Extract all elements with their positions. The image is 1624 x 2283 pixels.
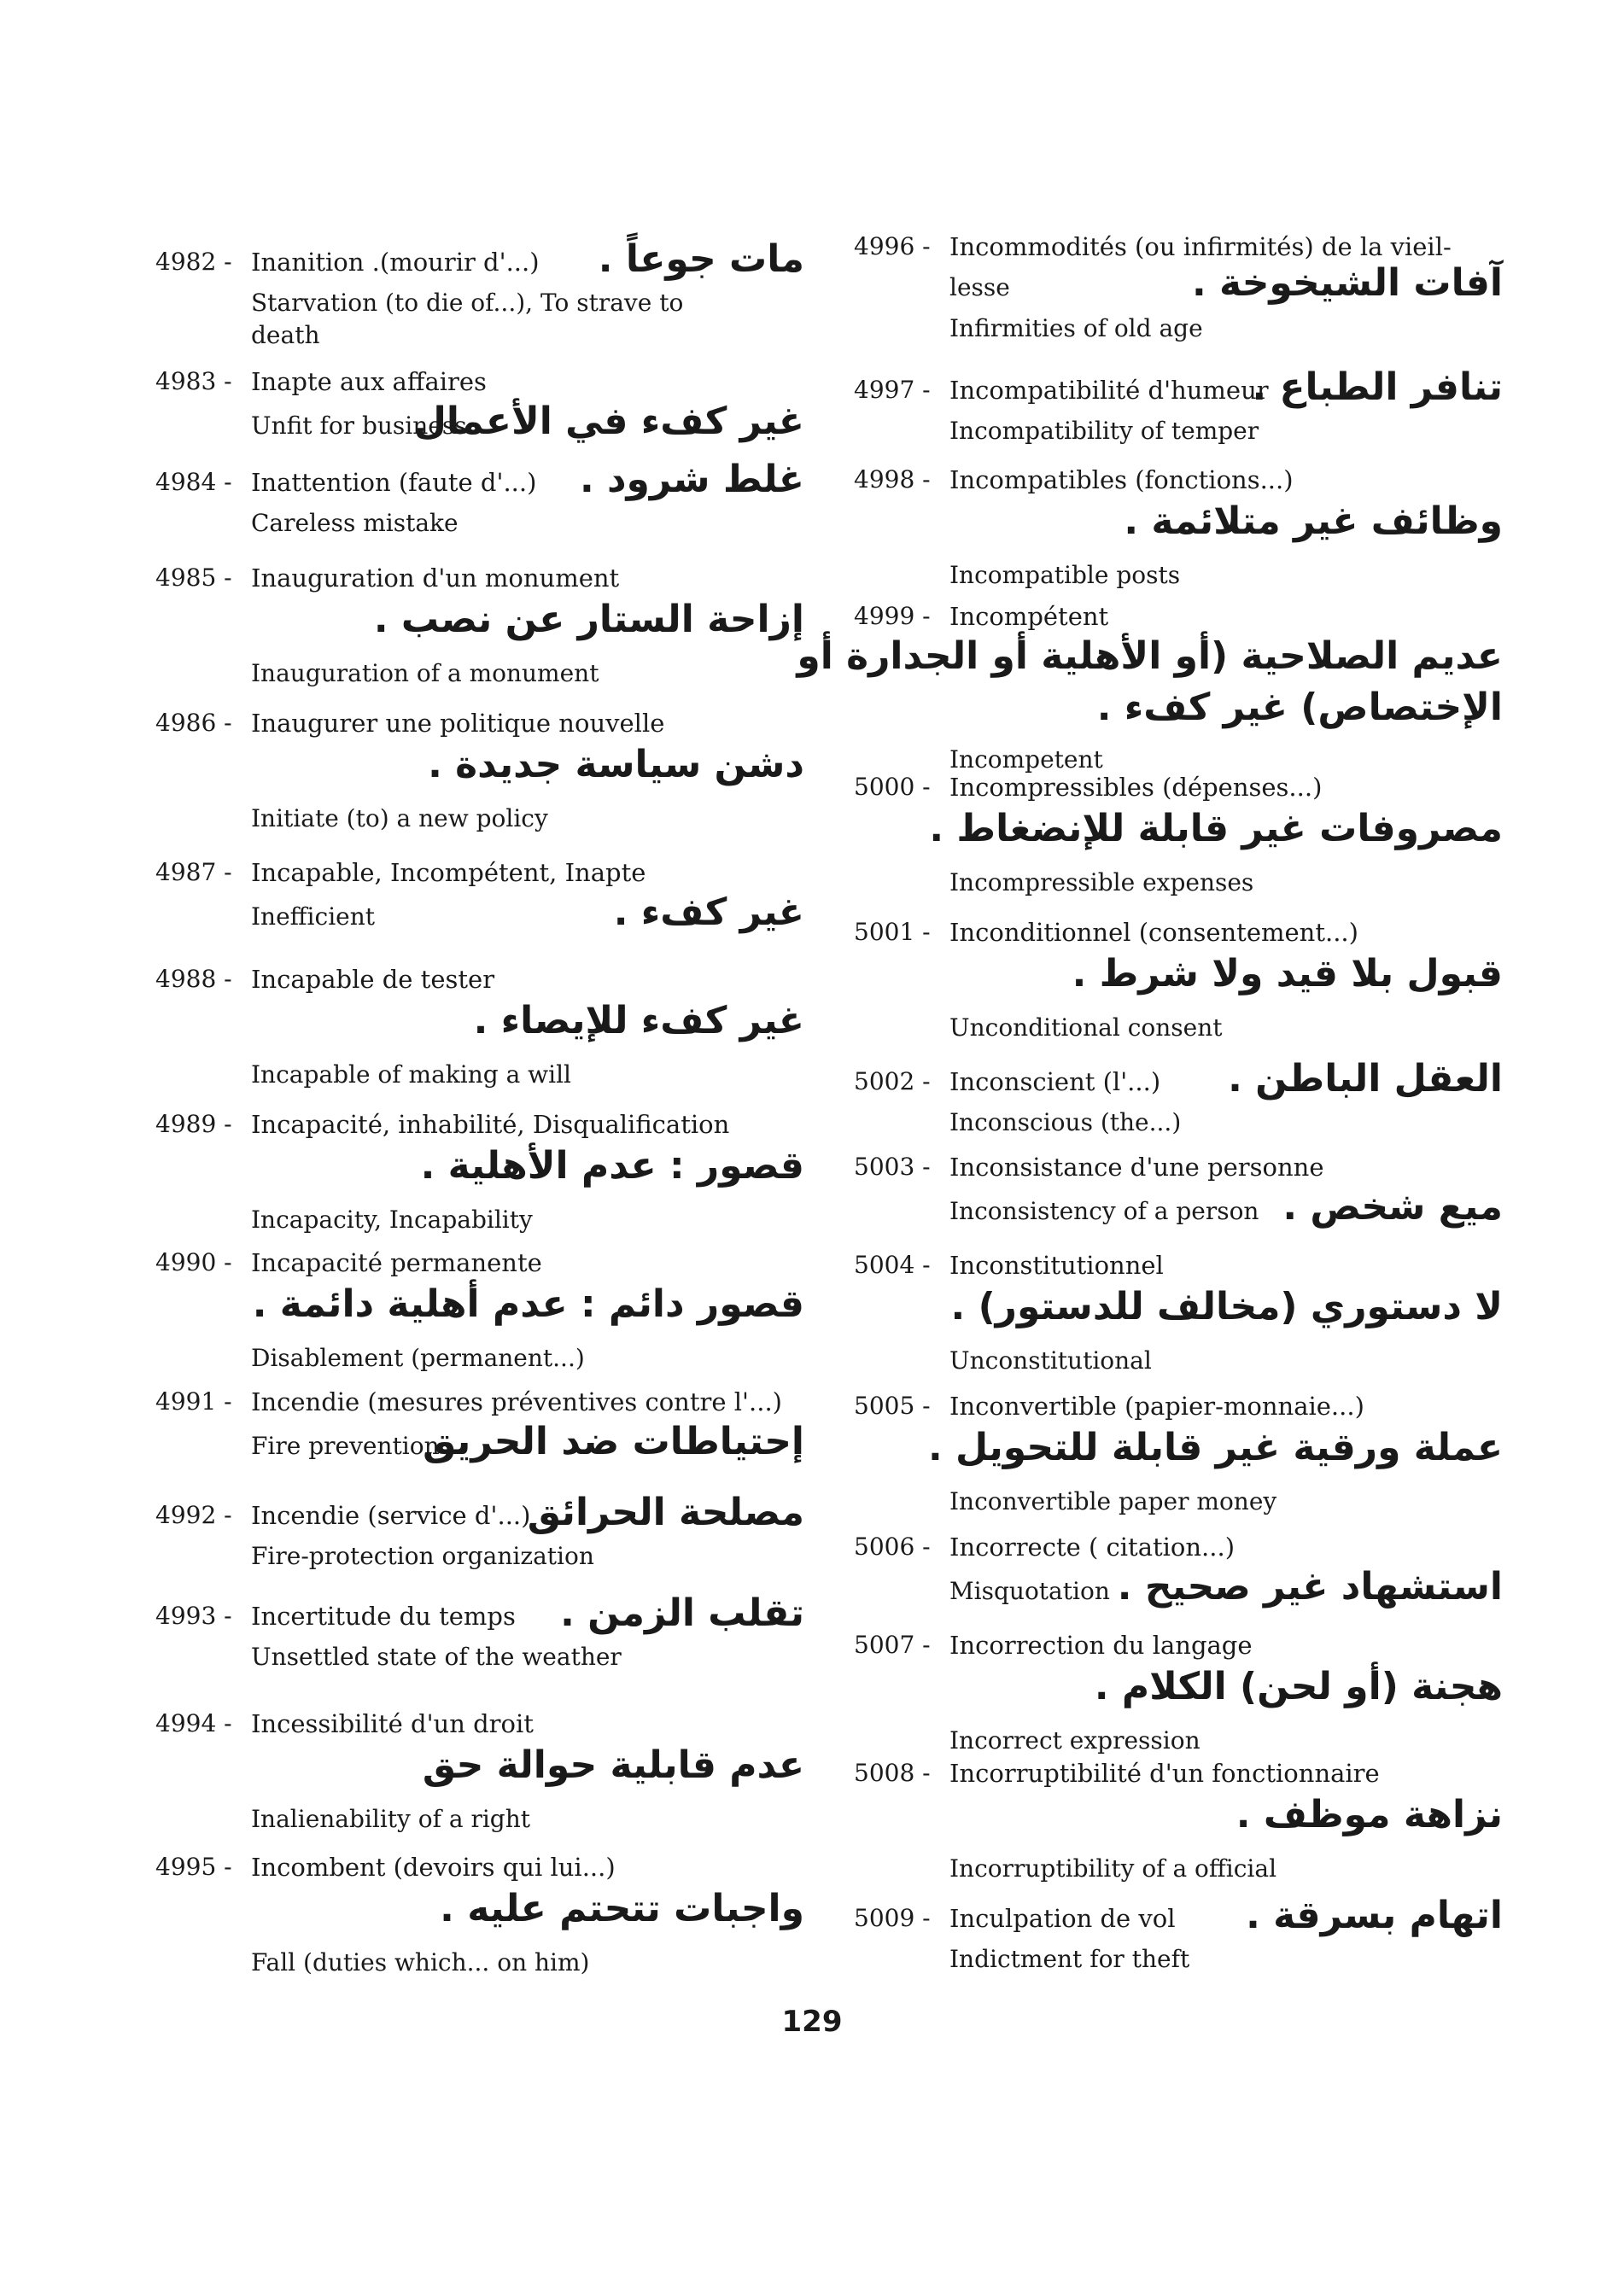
- entry-english: Initiate (to) a new policy: [251, 804, 548, 832]
- entry-french-term: Incorrection du langage: [949, 1631, 1253, 1660]
- entry-number: 4988 -: [155, 965, 232, 993]
- entry-english: Incompetent: [949, 745, 1103, 774]
- entry-french-term: Incendie (mesures préventives contre l'...): [251, 1387, 782, 1416]
- entry-english: Inconsistency of a person: [949, 1197, 1259, 1225]
- entry-french-term-cont: lesse: [949, 273, 1010, 301]
- entry-french-term: Inapte aux affaires: [251, 367, 487, 396]
- entry-french-term: Incapable, Incompétent, Inapte: [251, 858, 646, 887]
- entry-number: 4984 -: [155, 468, 232, 496]
- entry-english: Disablement (permanent...): [251, 1344, 585, 1372]
- entry-french-term: Inauguration d'un monument: [251, 563, 620, 593]
- entry-english: Fire prevention: [251, 1432, 440, 1460]
- entry-french-term: Inconditionnel (consentement...): [949, 918, 1358, 947]
- entry-arabic: تنافر الطباع .: [1252, 365, 1503, 409]
- entry-french-term: Inconscient (l'...): [949, 1067, 1161, 1096]
- entry-number: 4985 -: [155, 563, 232, 592]
- entry-english: Incompatibility of temper: [949, 417, 1259, 445]
- entry-arabic: لا دستوري (مخالف للدستور) .: [950, 1285, 1503, 1328]
- entry-arabic: غير كفء في الأعمال: [413, 400, 804, 443]
- entry-arabic: غير كفء للإيصاء .: [473, 999, 804, 1042]
- page-number: 129: [781, 2005, 843, 2039]
- entry-french-term: Inaugurer une politique nouvelle: [251, 709, 665, 738]
- entry-arabic: إزاحة الستار عن نصب .: [373, 598, 804, 641]
- entry-arabic: غير كفء .: [613, 890, 804, 934]
- entry-arabic: عديم الصلاحية (أو الأهلية أو الجدارة أو: [797, 634, 1503, 678]
- entry-arabic: وظائف غير متلائمة .: [1124, 499, 1503, 543]
- entry-english: Infirmities of old age: [949, 314, 1203, 342]
- entry-arabic: دشن سياسة جديدة .: [428, 743, 804, 786]
- entry-french-term: Incertitude du temps: [251, 1602, 516, 1631]
- entry-arabic: مصلحة الحرائق: [527, 1491, 804, 1534]
- entry-number: 4998 -: [854, 465, 931, 493]
- entry-french-term: Incapable de tester: [251, 965, 495, 994]
- entry-french-term: Inconstitutionnel: [949, 1251, 1164, 1280]
- entry-arabic: استشهاد غير صحيح .: [1117, 1565, 1503, 1609]
- entry-number: 4989 -: [155, 1110, 232, 1138]
- entry-arabic: قصور دائم : عدم أهلية دائمة .: [252, 1282, 804, 1326]
- entry-english: Inalienability of a right: [251, 1805, 531, 1833]
- entry-english: Inconscious (the...): [949, 1108, 1182, 1136]
- entry-arabic: غلط شرود .: [579, 458, 804, 501]
- entry-english: Incapable of making a will: [251, 1060, 572, 1089]
- entry-english: Inauguration of a monument: [251, 659, 599, 687]
- entry-arabic: واجبات تتحتم عليه .: [440, 1887, 804, 1930]
- entry-arabic: مات جوعاً .: [598, 237, 804, 281]
- entry-english: Careless mistake: [251, 509, 459, 537]
- entry-number: 4996 -: [854, 232, 931, 260]
- entry-english: Inefficient: [251, 902, 376, 931]
- entry-number: 4994 -: [155, 1709, 232, 1737]
- entry-number: 4995 -: [155, 1853, 232, 1881]
- entry-french-term: Incompatibles (fonctions...): [949, 465, 1294, 494]
- entry-english: Unsettled state of the weather: [251, 1643, 622, 1671]
- entry-arabic-cont: الإختصاص) غير كفء .: [1096, 686, 1503, 729]
- entry-french-term: Incompressibles (dépenses...): [949, 773, 1323, 802]
- entry-arabic: العقل الباطن .: [1228, 1057, 1503, 1101]
- entry-english: Incorruptibility of a official: [949, 1854, 1277, 1883]
- entry-arabic: اتهام بسرقة .: [1246, 1894, 1503, 1937]
- entry-number: 4982 -: [155, 248, 232, 276]
- entry-english: Inconvertible paper money: [949, 1487, 1277, 1515]
- entry-french-term: Incessibilité d'un droit: [251, 1709, 534, 1738]
- entry-number: 5009 -: [854, 1904, 931, 1932]
- entry-number: 5000 -: [854, 773, 931, 801]
- entry-arabic: هجنة (أو لحن) الكلام .: [1094, 1665, 1503, 1708]
- entry-number: 4999 -: [854, 602, 931, 630]
- entry-english: Unconstitutional: [949, 1346, 1152, 1375]
- entry-number: 4983 -: [155, 367, 232, 395]
- entry-number: 4992 -: [155, 1501, 232, 1529]
- entry-french-term: Incorrecte ( citation...): [949, 1533, 1236, 1562]
- entry-number: 4997 -: [854, 376, 931, 404]
- entry-arabic: نزاهة موظف .: [1236, 1793, 1503, 1836]
- entry-french-term: Incommodités (ou infirmités) de la vieil-: [949, 232, 1452, 261]
- entry-arabic: عدم قابلية حوالة حق: [422, 1743, 804, 1787]
- entry-number: 5001 -: [854, 918, 931, 946]
- entry-english: Incapacity, Incapability: [251, 1206, 533, 1234]
- entry-french-term: Inconvertible (papier-monnaie...): [949, 1392, 1364, 1421]
- entry-number: 5008 -: [854, 1759, 931, 1787]
- entry-number: 4991 -: [155, 1387, 232, 1416]
- entry-english: Unfit for business.: [251, 412, 475, 440]
- entry-arabic: ميع شخص .: [1282, 1185, 1503, 1229]
- entry-arabic: مصروفات غير قابلة للإنضغاط .: [929, 807, 1503, 850]
- entry-arabic: عملة ورقية غير قابلة للتحويل .: [927, 1426, 1503, 1469]
- entry-english: Fall (duties which... on him): [251, 1948, 590, 1976]
- entry-number: 5006 -: [854, 1533, 931, 1561]
- entry-french-term: Incendie (service d'...): [251, 1501, 531, 1530]
- entry-french-term: Incombent (devoirs qui lui...): [251, 1853, 616, 1882]
- entry-english: Indictment for theft: [949, 1945, 1190, 1973]
- entry-number: 4993 -: [155, 1602, 232, 1630]
- entry-arabic: تقلب الزمن .: [560, 1591, 804, 1635]
- entry-number: 5005 -: [854, 1392, 931, 1420]
- entry-number: 5007 -: [854, 1631, 931, 1659]
- entry-english: Misquotation: [949, 1577, 1110, 1605]
- entry-arabic: آفات الشيخوخة .: [1191, 261, 1503, 305]
- entry-english: Incompressible expenses: [949, 868, 1254, 896]
- entry-number: 4990 -: [155, 1248, 232, 1276]
- entry-number: 4986 -: [155, 709, 232, 737]
- entry-french-term: Incompétent: [949, 602, 1109, 631]
- entry-french-term: Incorruptibilité d'un fonctionnaire: [949, 1759, 1380, 1788]
- entry-french-term: Incapacité, inhabilité, Disqualification: [251, 1110, 730, 1139]
- entry-arabic: قبول بلا قيد ولا شرط .: [1072, 952, 1503, 996]
- entry-french-term: Incapacité permanente: [251, 1248, 542, 1277]
- entry-english: Starvation (to die of...), To strave to: [251, 289, 684, 317]
- entry-arabic: إحتياطات ضد الحريق: [423, 1420, 804, 1463]
- entry-number: 5002 -: [854, 1067, 931, 1095]
- entry-english: Fire-protection organization: [251, 1542, 594, 1570]
- entry-english: Incompatible posts: [949, 561, 1181, 589]
- entry-english: Incorrect expression: [949, 1726, 1200, 1755]
- entry-number: 5003 -: [854, 1153, 931, 1181]
- entry-french-term: Inculpation de vol: [949, 1904, 1176, 1933]
- entry-number: 4987 -: [155, 858, 232, 886]
- entry-english-cont: death: [251, 321, 320, 349]
- entry-french-term: Inattention (faute d'...): [251, 468, 537, 497]
- entry-french-term: Inanition .(mourir d'...): [251, 248, 540, 277]
- entry-french-term: Inconsistance d'une personne: [949, 1153, 1324, 1182]
- entry-french-term: Incompatibilité d'humeur: [949, 376, 1269, 405]
- entry-arabic: قصور : عدم الأهلية .: [420, 1144, 804, 1188]
- entry-number: 5004 -: [854, 1251, 931, 1279]
- entry-english: Unconditional consent: [949, 1013, 1223, 1042]
